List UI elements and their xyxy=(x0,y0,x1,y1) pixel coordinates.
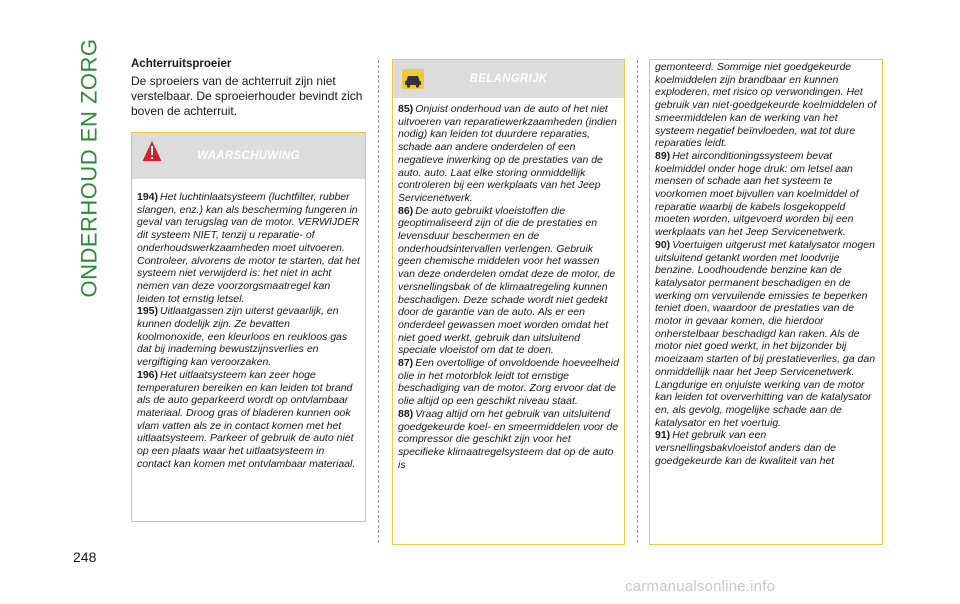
warning-box-header xyxy=(132,133,365,179)
note-number: 196) xyxy=(137,368,159,381)
note-item xyxy=(137,369,360,471)
note-number: 88) xyxy=(398,407,414,420)
important-box xyxy=(392,59,625,545)
note-number: 87) xyxy=(398,357,414,370)
watermark: carmanualsonline.info xyxy=(625,578,776,595)
note-text: Het airconditioningssysteem bevat koelmiddel onder hoge druk: om letsel aan mensen of schade aan het systeem te voorkomen moet bijvullen van koelmiddel of reparatie waarbij de kabels losgekoppeld moeten worden, uitgevoerd worden bij een werkplaats van het Jeep Servicenetwerk. xyxy=(655,149,859,239)
note-item xyxy=(398,357,619,408)
note-text: Het luchtinlaatsysteem (luchtfilter, rubber slangen, enz.) kan als bescherming fungeren in geval van terugslag van de motor. VERWIJDER dit systeem NIET, tenzij u reparatie- of onderhoudswerkzaamheden moet uitvoeren. Controleer, alvorens de motor te starten, dat het systeem niet verwijderd is: het niet in acht nemen van deze voorzorgsmaatregel kan leiden tot ernstig letsel. xyxy=(137,191,360,305)
column-separator xyxy=(637,60,638,543)
note-item xyxy=(655,61,877,150)
important-box-title: BELANGRIJK xyxy=(469,73,548,85)
note-text: Voertuigen uitgerust met katalysator mogen uitsluitend getankt worden met loodvrije benzine. Loodhoudende benzine kan de katalysator permanent beschadigen en de werking om vervuilende emissies te beperken teniet doen, waardoor de prestaties van de motor in gevaar komen, die hierdoor onherstelbaar beschadigd kan raken. Als de motor niet goed werkt, in het bijzonder bij moeizaam starten of bij prestatieverlies, ga dan onmiddellijk naar het Jeep Servicenetwerk. Langdurige en onjuiste werking van de motor kan leiden tot oververhitting van de katalysator en, als gevolg, mogelijke schade aan de katalysator en het voertuig. xyxy=(655,238,876,429)
chapter-side-title xyxy=(72,37,108,298)
note-text: gemonteerd. Sommige niet goedgekeurde koelmiddelen zijn brandbaar en kunnen exploderen, met risico op verwondingen. Het gebruik van niet-goedgekeurde koelmiddelen of smeermiddelen kan de werking van het systeem negatief beïnvloeden, wat tot dure reparaties leidt. xyxy=(655,61,877,150)
note-text: Het uitlaatsysteem kan zeer hoge temperaturen bereiken en kan leiden tot brand als de auto geparkeerd wordt op ontvlambaar materiaal. Droog gras of bladeren kunnen ook vlam vatten als ze in contact komen met het uitlaatsysteem. Parkeer of gebruik de auto niet op een plaats waar het uitlaatsysteem in contact kan komen met ontvlambaar materiaal. xyxy=(137,368,356,470)
note-number: 89) xyxy=(655,149,671,162)
note-text: Een overtollige of onvoldoende hoeveelheid olie in het motorblok leidt tot ernstige beschadiging van de motor. Zorg ervoor dat de olie altijd op een geschikt niveau staat. xyxy=(398,357,619,408)
note-item xyxy=(137,305,360,369)
note-number: 90) xyxy=(655,238,671,251)
note-item xyxy=(137,191,360,305)
important-box-header xyxy=(393,60,624,98)
note-text: Het gebruik van een versnellingsbakvloeistof anders dan de goedgekeurde kan de kwaliteit van het xyxy=(655,429,836,467)
column-separator xyxy=(378,60,379,543)
note-number: 194) xyxy=(137,191,159,203)
note-number: 195) xyxy=(137,305,159,318)
section-heading: Achterruitsproeier xyxy=(131,58,232,70)
warning-box xyxy=(131,132,366,522)
chapter-title-text: ONDERHOUD EN ZORG xyxy=(77,37,102,298)
section-column xyxy=(131,58,366,133)
note-text: De auto gebruikt vloeistoffen die geoptimaliseerd zijn of die de prestaties en levensduur beschermen en de onderhoudsintervallen verlengen. Gebruik geen chemische middelen voor het wassen van deze onderdelen omdat deze de motor, de versnellingsbak of de klimaatregeling kunnen beschadigen. Deze schade wordt niet gedekt door de garantie van de auto. Als er een onderdeel gewassen moet worden omdat het niet goed werkt, gebruik dan uitsluitend speciale vloeistof om dat te doen. xyxy=(398,204,616,357)
important-box-continued-body xyxy=(650,60,882,468)
section-intro: De sproeiers van de achterruit zijn niet verstelbaar. De sproeierhouder bevindt zich boven de achterruit. xyxy=(131,74,363,118)
note-text: Vraag altijd om het gebruik van uitsluitend goedgekeurde koel- en smeermiddelen voor de compressor die geschikt zijn voor het specifieke klimaatregelsysteem dat op de auto is xyxy=(398,407,619,471)
note-item xyxy=(655,429,877,467)
page-number: 248 xyxy=(73,549,97,565)
car-hazard-icon xyxy=(402,69,424,89)
warning-triangle-icon xyxy=(142,140,162,162)
note-item xyxy=(398,103,619,205)
note-number: 86) xyxy=(398,204,414,217)
important-box-body xyxy=(393,98,624,471)
warning-box-title: WAARSCHUWING xyxy=(197,150,300,162)
note-text: Onjuist onderhoud van de auto of het niet uitvoeren van reparatiewerkzaamheden (indien nodig) kan leiden tot duurdere reparaties, schade aan andere onderdelen of een negatieve inwerking op de prestaties van de auto. auto. Laat elke storing onmiddellijk controleren bij een werkplaats van het Jeep Servicenetwerk. xyxy=(398,103,617,204)
note-text: Uitlaatgassen zijn uiterst gevaarlijk, en kunnen dodelijk zijn. Ze bevatten koolmonoxide, een kleurloos en reukloos gas dat bij inademing bewustzijnsverlies en vergiftiging kan veroorzaken. xyxy=(137,305,348,369)
note-item xyxy=(398,205,619,357)
note-number: 91) xyxy=(655,429,671,442)
note-number: 85) xyxy=(398,103,414,115)
warning-box-body xyxy=(132,179,365,470)
important-box-continued xyxy=(649,59,883,545)
note-item xyxy=(655,239,877,430)
note-item xyxy=(398,408,619,472)
note-item xyxy=(655,150,877,239)
